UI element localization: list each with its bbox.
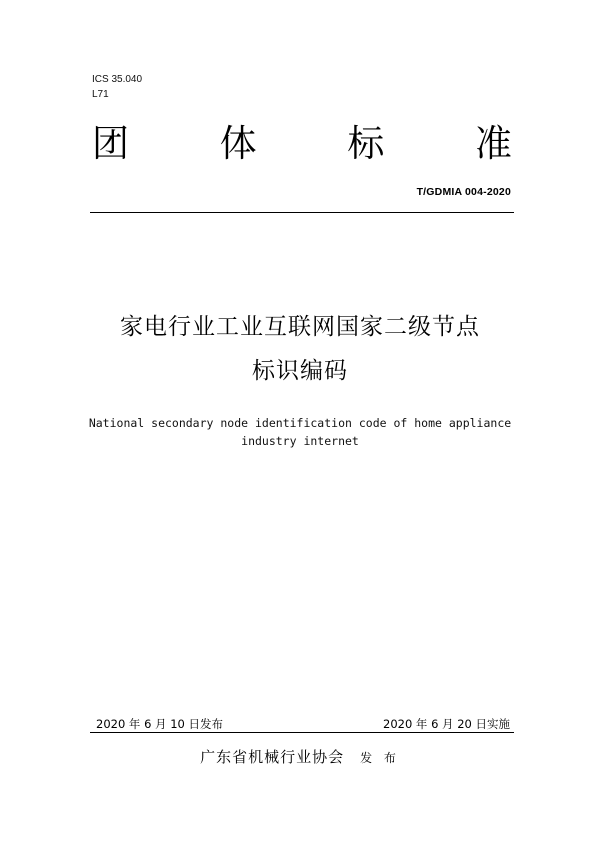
implementation-date: 2020 年 6 月 20 日实施 xyxy=(383,717,510,731)
publish-label: 发 布 xyxy=(360,751,400,765)
standard-type-char: 准 xyxy=(474,122,512,165)
title-chinese-line-1: 家电行业工业互联网国家二级节点 xyxy=(120,314,480,340)
standard-type-char: 标 xyxy=(347,122,385,165)
standard-type-char: 体 xyxy=(219,122,257,165)
standard-type-char: 团 xyxy=(92,122,129,165)
issue-date: 2020 年 6 月 10 日发布 xyxy=(96,717,223,731)
top-divider xyxy=(90,212,514,213)
publisher-line xyxy=(0,746,600,767)
title-english-line-1: National secondary node identification code of home appliance xyxy=(88,416,512,430)
title-chinese-line-2: 标识编码 xyxy=(252,358,348,384)
publisher-name: 广东省机械行业协会 xyxy=(200,748,345,766)
standard-type-heading xyxy=(92,124,512,164)
ics-code: ICS 35.040 xyxy=(92,74,143,85)
ccs-code: L71 xyxy=(92,89,109,100)
standard-number: T/GDMIA 004-2020 xyxy=(416,186,511,198)
bottom-divider xyxy=(90,732,514,733)
title-english-line-2: industry internet xyxy=(241,434,359,448)
